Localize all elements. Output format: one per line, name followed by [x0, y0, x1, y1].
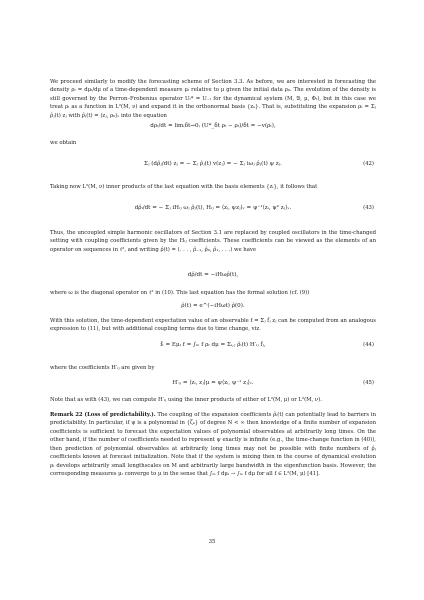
- equation-density-evolution: dρₜ/dt = lim₍δt→0₎ (U*_δt ρₜ − ρₜ)/δt = −v(ρₜ),: [150, 123, 276, 129]
- equation-formal-solution: ρ̂(t) = e^(−iHωt) ρ̂(0).: [181, 303, 245, 309]
- remark-title: Remark 22 (Loss of predictability.).: [50, 412, 156, 418]
- equation-45: H′ᵢⱼ = ⟨zᵢ, zⱼ⟩μ = ψ⟨zᵢ, ψ⁻¹ zⱼ⟩ᵥ.: [172, 380, 254, 386]
- paragraph-inner-products: Taking now L²(M, ν) inner products of the last equation with the basis elements {zᵢ}, it follows that: [50, 184, 318, 190]
- equation-number-44: (44): [363, 342, 374, 348]
- paragraph-forecasting-intro: We proceed similarly to modify the forecasting scheme of Section 3.3. As before, we are interested in forecasting the density ρₜ = dμₜ/dμ of a time-dependent measure μₜ relative to μ given the initial data ρ₀. The evolution of the density is still governed by the Perron–Frobenius operator Uₜ* = U₋ₜ for the dynamical system (M, 𝔅, μ, Φₜ), but in this case we treat ρₜ as a function in L²(M, ν) and expand it in the orthonormal basis {zₖ}. That is, substituting the expansion ρₜ = Σⱼ ρ̂ⱼ(t) zⱼ with ρ̂ⱼ(t) = ⟨zⱼ, ρ₀⟩ᵥ into the equation: [50, 79, 376, 119]
- page-number: 35: [208, 539, 216, 545]
- equation-number-45: (45): [363, 380, 374, 386]
- equation-44: f̄ₜ = Eμₜ f = ∫ₘ f ρₜ dμ = Σᵢ,ⱼ ρ̂ᵢ(t) H′ᵢⱼ f̂ⱼ,: [160, 342, 266, 348]
- equation-43: dρ̂ᵢ/dt = − Σⱼ iHᵢⱼ ωⱼ ρ̂ⱼ(t), Hᵢⱼ = ⟨zᵢ, ψzⱼ⟩ᵥ = ψ⁻¹⟨zᵢ, ψ² zⱼ⟩ᵥ.: [134, 205, 292, 211]
- equation-operator-form: dρ̂/dt = −iHωρ̂(t),: [187, 272, 239, 278]
- equation-number-42: (42): [363, 161, 374, 167]
- remark-22: [50, 411, 376, 479]
- paragraph-coefficients: where the coefficients H′ᵢⱼ are given by: [50, 365, 155, 371]
- paragraph-coupled-oscillators: Thus, the uncoupled simple harmonic oscillators of Section 3.1 are replaced by coupled oscillators in the time-changed setting with coupling coefficients given by the Hᵢⱼ coefficients. These coefficients can be viewed as the elements of an operator on sequences in ℓ², and writing ρ̂(t) = (. . . , ρ̂₋₁, ρ̂₀, ρ̂₁, . . .) we have: [50, 230, 376, 253]
- equation-number-43: (43): [363, 205, 374, 211]
- paragraph-note-inner-products: Note that as with (43), we can compute H′ᵢⱼ using the inner products of either of L²(M, μ) or L²(M, ν).: [50, 397, 322, 403]
- remark-body: The coupling of the expansion coefficients ρ̂ᵢ(t) can potentially lead to barriers in predictability. In particular, if ψ is a polynomial in {ζₖ} of degree N < ∞ then knowledge of a finite number of expansion coefficients is sufficient to forecast the expectation values of polynomial observables at arbitrarily long times. On the other hand, if the number of coefficients needed to represent ψ exactly is infinite (e.g., the time-change function in (40)), then prediction of polynomial observables at arbitrarily long times may not be possible with finite numbers of ρ̂ⱼ coefficients known at forecast initialization. Note that if the system is mixing then in the course of dynamical evolution ρₜ develops arbitrarily small lengthscales on M and arbitrarily large bandwidth in the eigenfunction basis. However, the corresponding measures μₜ converge to μ in the sense that ∫ₘ f dμₜ → ∫ₘ f dμ for all f ∈ L²(M, μ) [41].: [50, 412, 377, 478]
- paragraph-we-obtain: we obtain: [50, 140, 77, 146]
- paragraph-formal-solution: where ω is the diagonal operator on ℓ² in (10). This last equation has the formal solution (cf. (9)): [50, 290, 310, 296]
- paragraph-expectation-value: With this solution, the time-dependent expectation value of an observable f = Σⱼ f̂ⱼ zⱼ can be computed from an analogous expression to (11), but with additional coupling terms due to time change, viz.: [50, 318, 376, 333]
- equation-42: Σⱼ (dρ̂ⱼ/dt) zⱼ = − Σⱼ ρ̂ⱼ(t) v(zⱼ) = − Σⱼ iωⱼ ρ̂ⱼ(t) ψ zⱼ.: [144, 161, 282, 167]
